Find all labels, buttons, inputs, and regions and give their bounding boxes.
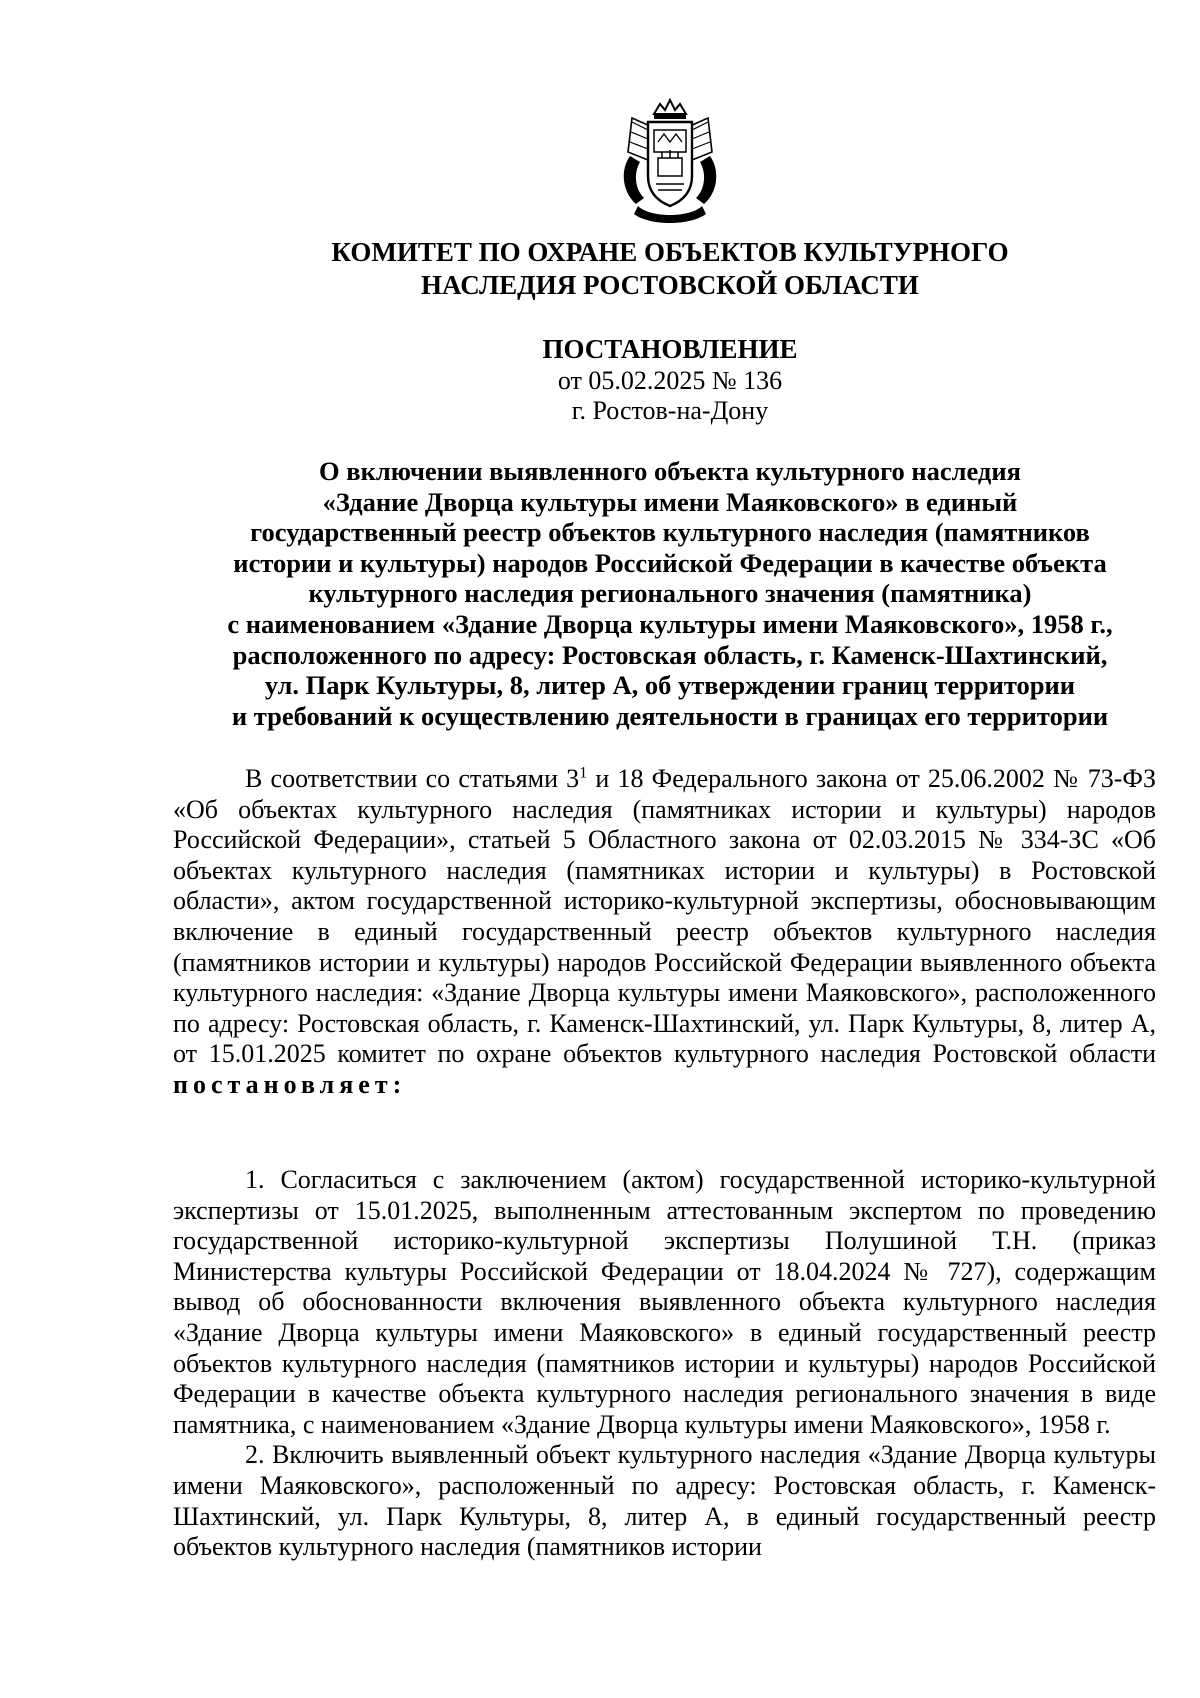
title-line: культурного наследия регионального значения (памятника) xyxy=(308,578,1032,609)
preamble-text-rest: и 18 Федерального закона от 25.06.2002 № 73-ФЗ «Об объектах культурного наследия (памятниках истории и культуры) народов Российской Федерации», статьей 5 Областного закона от 02.03.2015 № 334-ЗС «Об объектах культурного наследия (памятниках истории и культуры) в Ростовской области», актом государственной историко-культурной экспертизы, обосновывающим включение в единый государственный реестр объектов культурного наследия (памятников истории и культуры) народов Российской Федерации выявленного объекта культурного наследия: «Здание Дворца культуры имени Маяковского», расположенного по адресу: Ростовская область, г. Каменск-Шахтинский, ул. Парк Культуры, 8, литер А, от 15.01.2025 комитет по охране объектов культурного наследия Ростовской области xyxy=(173,764,1156,1069)
decree-item-2: 2. Включить выявленный объект культурного наследия «Здание Дворца культуры имени Маяковского», расположенный по адресу: Ростовская область, г. Каменск-Шахтинский, ул. Парк Культуры, 8, литер А, в единый государственный реестр объектов культурного наследия (памятников истории xyxy=(173,1440,1156,1562)
preamble-paragraph xyxy=(173,764,1156,1101)
title-line: О включении выявленного объекта культурного наследия xyxy=(319,456,1021,486)
article-superscript: 1 xyxy=(579,764,588,782)
decree-item-1: 1. Согласиться с заключением (актом) государственной историко-культурной экспертизы от 15.01.2025, выполненным аттестованным экспертом по проведению государственной историко-культурной экспертизы Полушиной Т.Н. (приказ Министерства культуры Российской Федерации от 18.04.2024 № 727), содержащим вывод об обоснованности включения выявленного объекта культурного наследия «Здание Дворца культуры имени Маяковского» в единый государственный реестр объектов культурного наследия (памятников истории и культуры) народов Российской Федерации в качестве объекта культурного наследия регионального значения в виде памятника, с наименованием «Здание Дворца культуры имени Маяковского», 1958 г. xyxy=(173,1165,1156,1439)
title-line: ул. Парк Культуры, 8, литер А, об утверждении границ территории xyxy=(264,670,1076,701)
agency-name-line-2: НАСЛЕДИЯ РОСТОВСКОЙ ОБЛАСТИ xyxy=(421,270,919,300)
title-line: истории и культуры) народов Российской Федерации в качестве объекта xyxy=(233,547,1107,578)
preamble xyxy=(173,764,1156,1101)
coat-of-arms-icon xyxy=(610,98,730,226)
document-date-number: от 05.02.2025 № 136 xyxy=(557,366,783,395)
title-line: расположенного по адресу: Ростовская область, г. Каменск-Шахтинский, xyxy=(232,639,1108,670)
preamble-text-start: В соответствии со статьями 3 xyxy=(245,764,580,793)
agency-name-line-1: КОМИТЕТ ПО ОХРАНЕ ОБЪЕКТОВ КУЛЬТУРНОГО xyxy=(331,237,1009,267)
title-line: «Здание Дворца культуры имени Маяковского» в единый xyxy=(322,486,1018,517)
document-city: г. Ростов-на-Дону xyxy=(571,396,769,425)
title-line: государственный реестр объектов культурного наследия (памятников xyxy=(250,517,1090,548)
decree-word: постановляет: xyxy=(173,1069,407,1099)
title-line: и требований к осуществлению деятельности в границах его территории xyxy=(231,700,1109,731)
coat-of-arms-emblem xyxy=(610,98,730,226)
document-type: ПОСТАНОВЛЕНИЕ xyxy=(542,334,798,364)
title-line: с наименованием «Здание Дворца культуры имени Маяковского», 1958 г., xyxy=(227,608,1113,639)
decree-items xyxy=(173,1165,1156,1563)
document-title xyxy=(170,456,1170,731)
agency-name xyxy=(160,236,1180,302)
